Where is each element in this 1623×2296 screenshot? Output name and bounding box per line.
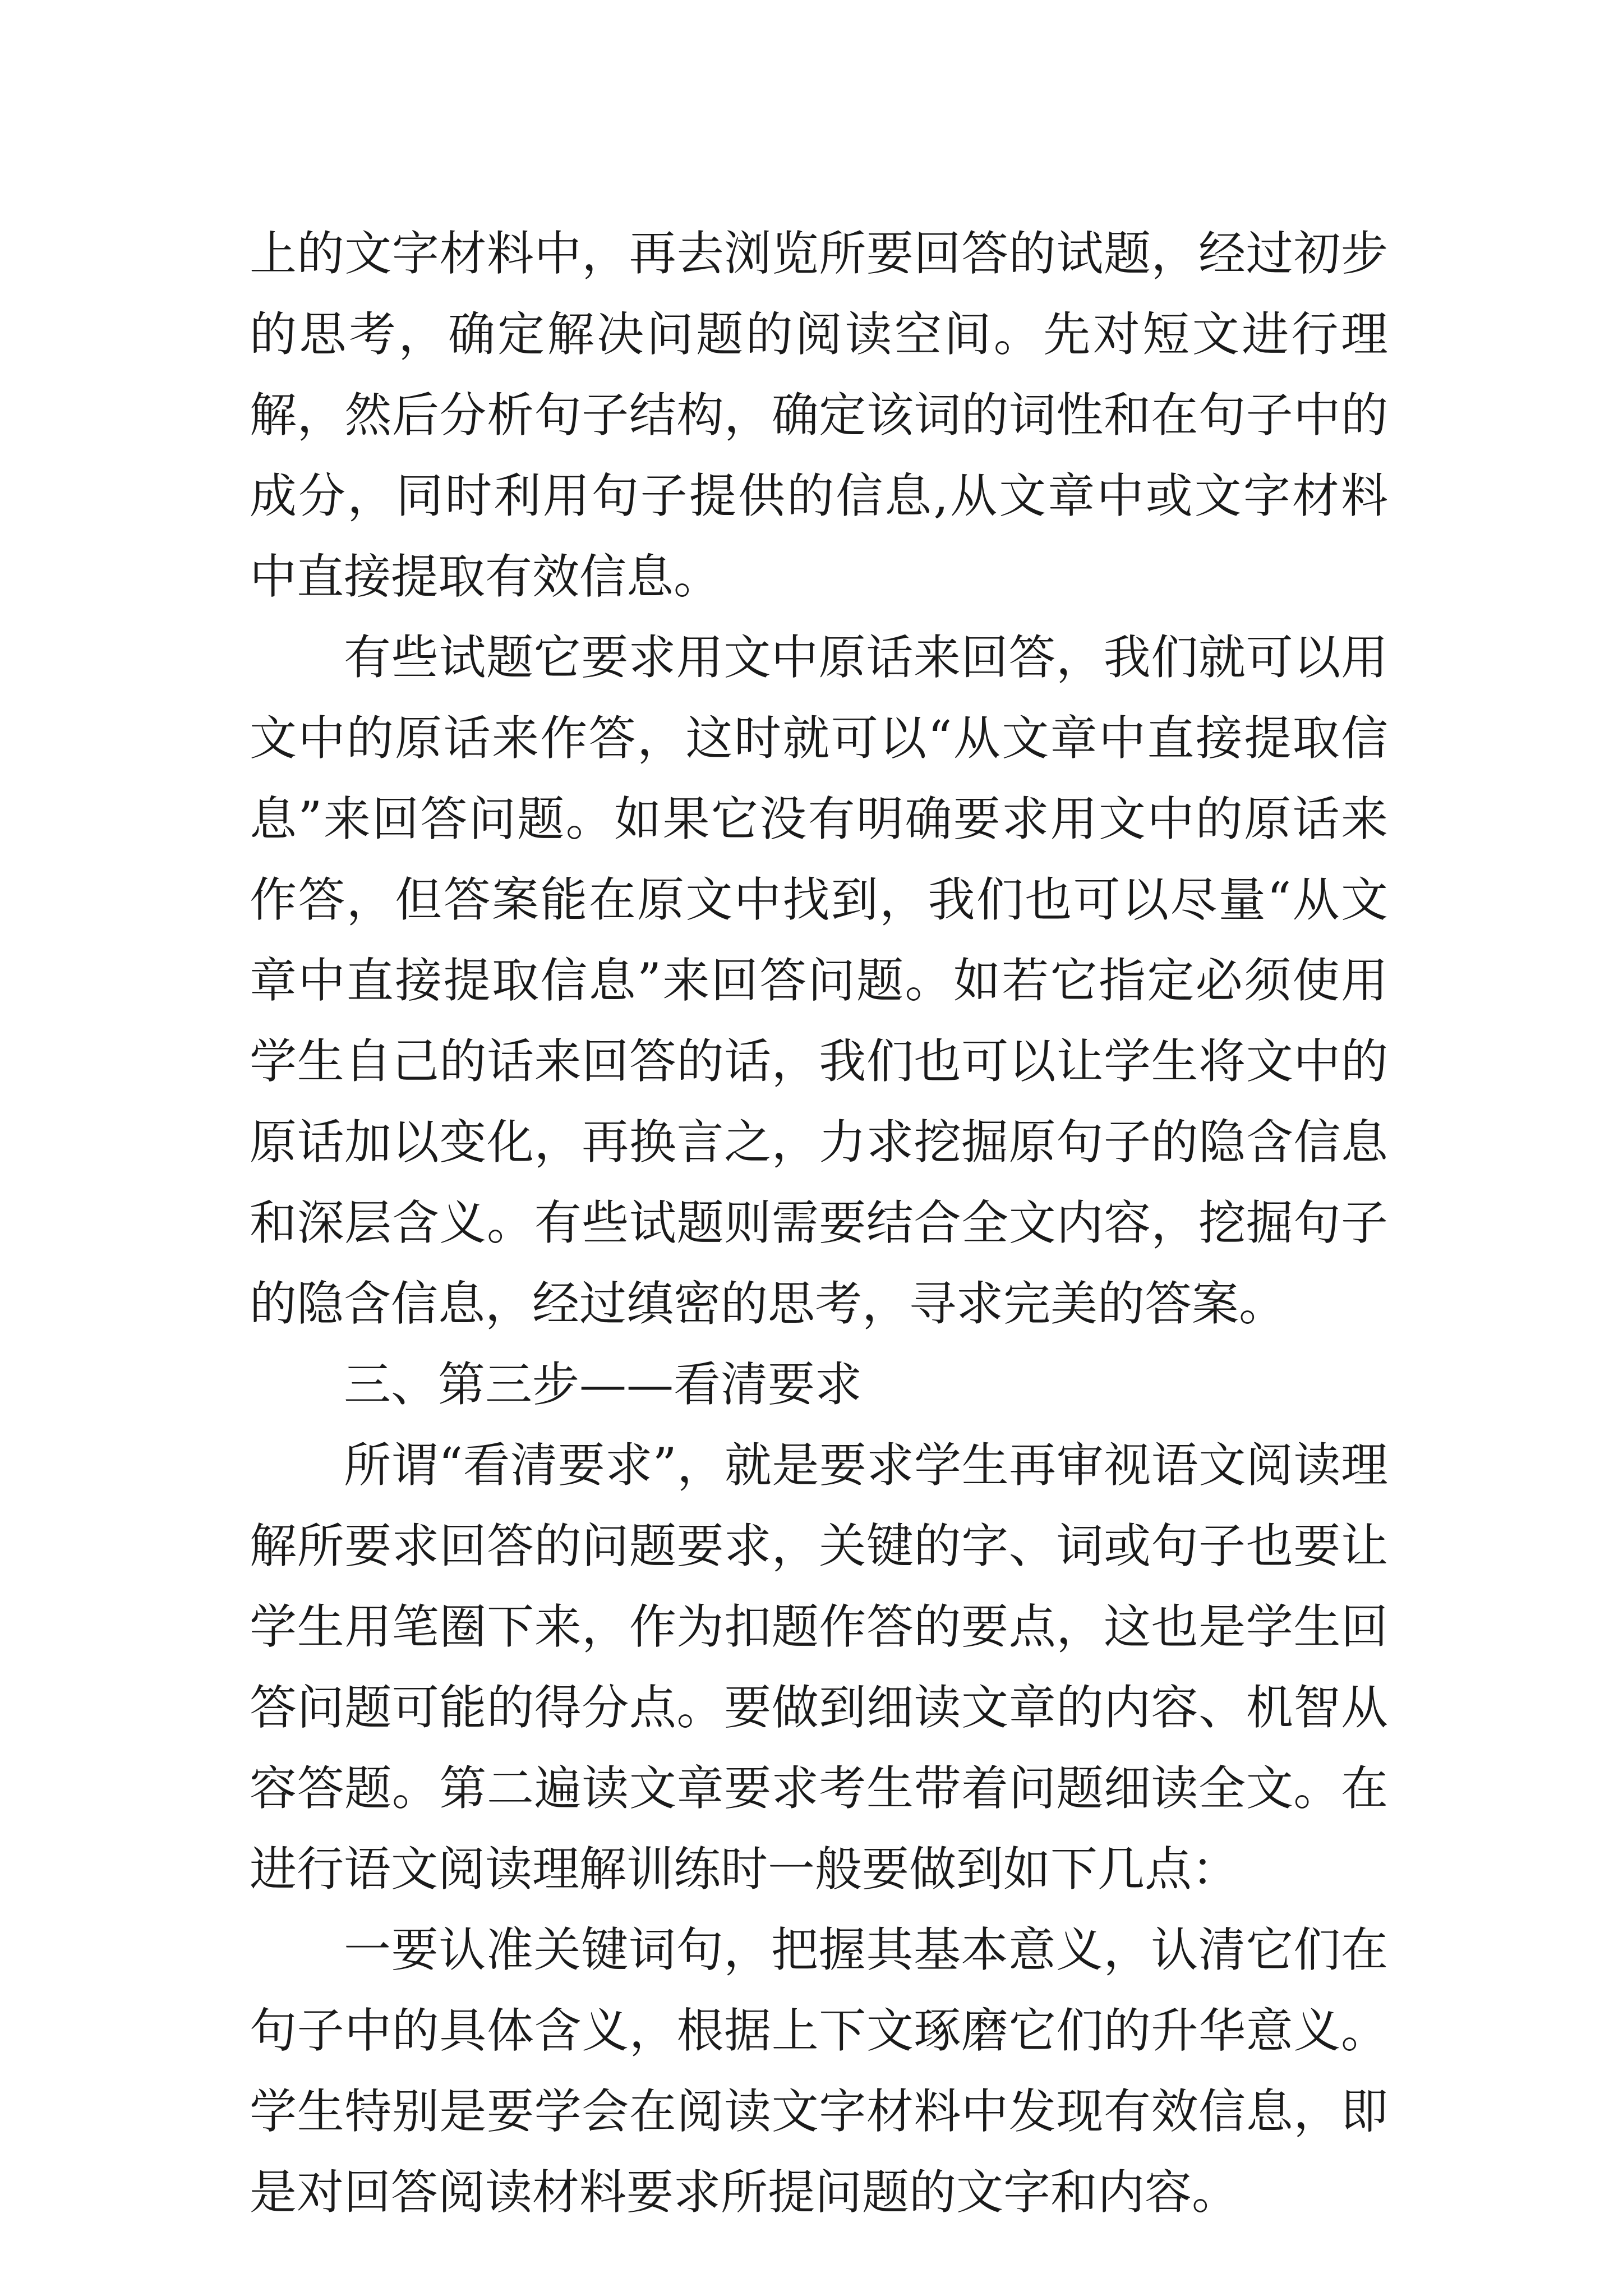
paragraph-1: 上的文字材料中，再去浏览所要回答的试题，经过初步的思考，确定解决问题的阅读空间。先对短文进行理解，然后分析句子结构，确定该词的词性和在句子中的成分，同时利用句子提供的信息,从文章中或文字材料中直接提取有效信息。: [250, 226, 1388, 604]
paragraph-4: 一要认准关键词句，把握其基本意义，认清它们在句子中的具体含义，根据上下文琢磨它们的升华意义。学生特别是要学会在阅读文字材料中发现有效信息，即是对回答阅读材料要求所提问题的文字和内容。: [250, 1922, 1388, 2220]
document-body: [250, 213, 1388, 2233]
paragraph-3: 所谓“看清要求”，就是要求学生再审视语文阅读理解所要求回答的问题要求，关键的字、词或句子也要让学生用笔圈下来，作为扣题作答的要点，这也是学生回答问题可能的得分点。要做到细读文章的内容、机智从容答题。第二遍读文章要求考生带着问题细读全文。在进行语文阅读理解训练时一般要做到如下几点：: [250, 1438, 1388, 1897]
section-heading-step-three: 三、第三步——看清要求: [344, 1357, 863, 1412]
paragraph-2: 有些试题它要求用文中原话来回答，我们就可以用文中的原话来作答，这时就可以“从文章中直接提取信息”来回答问题。如果它没有明确要求用文中的原话来作答，但答案能在原文中找到，我们也可以尽量“从文章中直接提取信息”来回答问题。如若它指定必须使用学生自己的话来回答的话，我们也可以让学生将文中的原话加以变化，再换言之，力求挖掘原句子的隐含信息和深层含义。有些试题则需要结合全文内容，挖掘句子的隐含信息，经过缜密的思考，寻求完美的答案。: [250, 630, 1388, 1331]
